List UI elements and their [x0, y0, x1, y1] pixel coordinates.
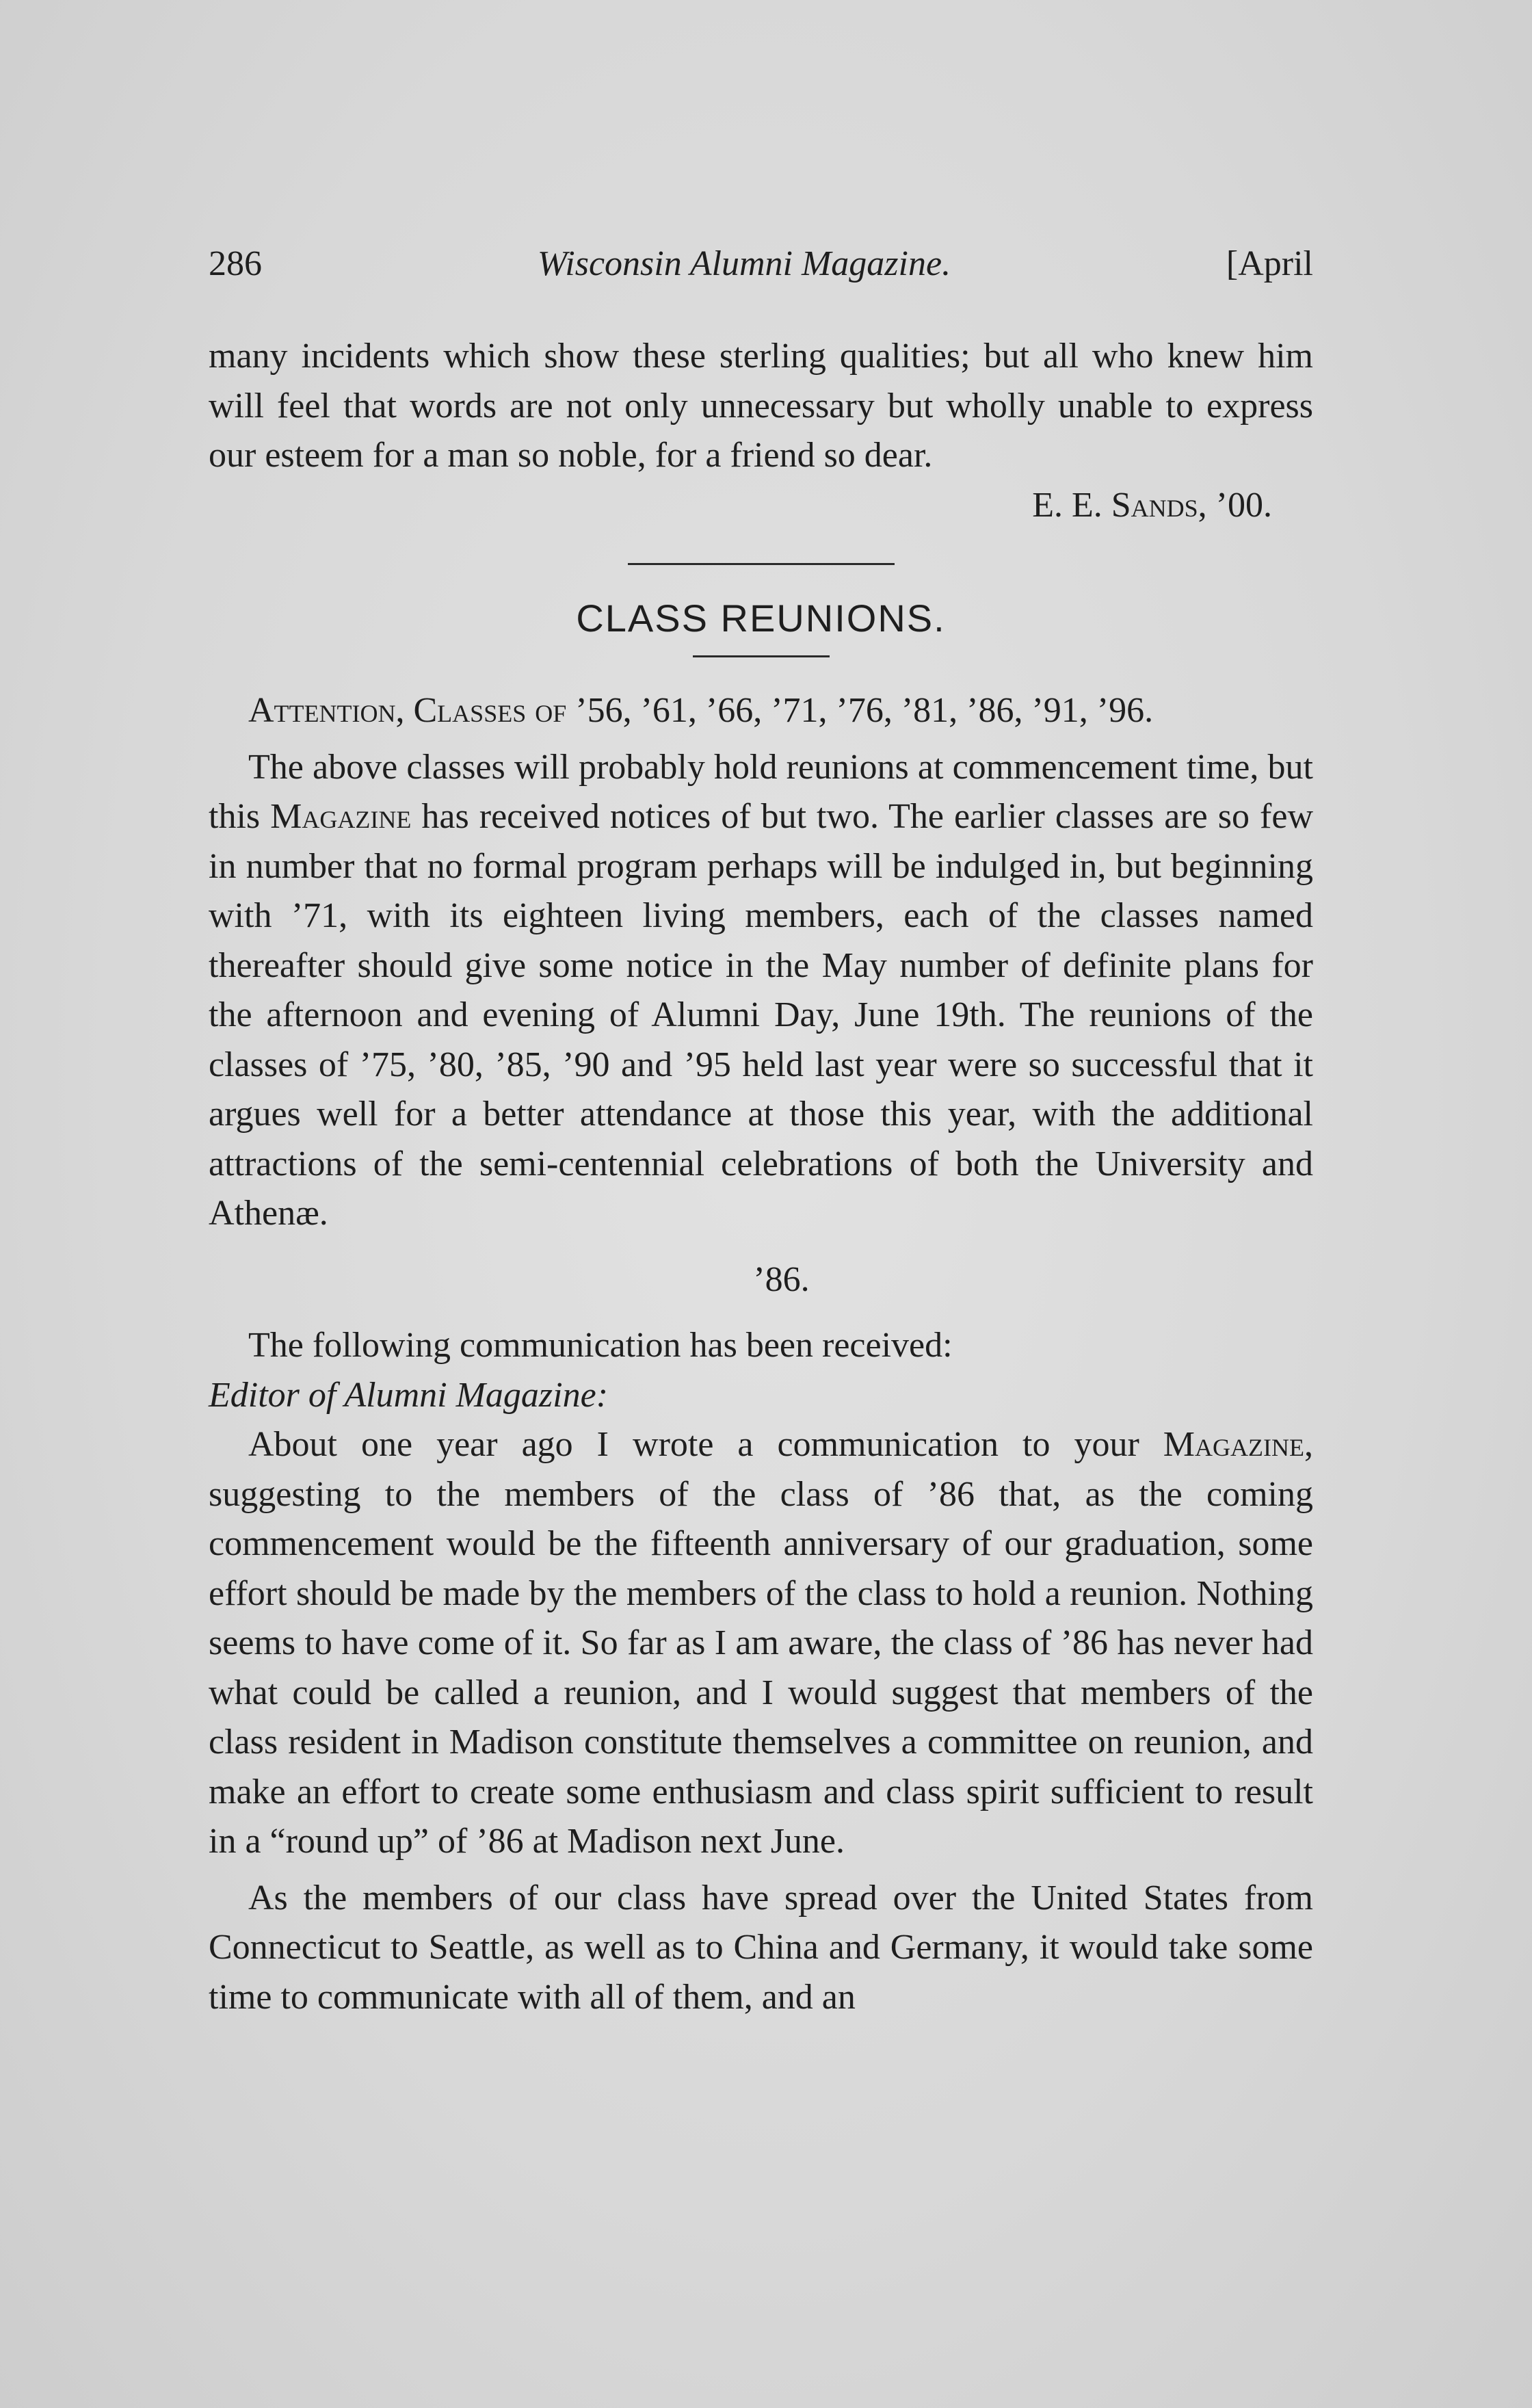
- magazine-title: Wisconsin Alumni Magazine.: [537, 244, 951, 283]
- letter-salutation: Editor of Alumni Magazine:: [209, 1375, 609, 1415]
- tribute-paragraph: many incidents which show these sterling qualities; but all who knew him will feel that words are not only unnecessary but wholly unable to express our esteem for a man so noble, for a friend so dear.: [209, 337, 1313, 475]
- letter-paragraph-1: [209, 1420, 1313, 1867]
- letter-text-b: suggesting to the members of the class of ’86 that, as the coming commencement would be the fifteenth anniversary of our graduation, some effort should be made by the members of the class to hold a reunion. Nothing seems to have come of it. So far as I am aware, the class of ’86 has never had what could be called a reunion, and I would suggest that members of the class resident in Madison constitute themselves a committee on reunion, and make an effort to create some enthusiasm and class spirit sufficient to result in a “round up” of ’86 at Madison next June.: [209, 1474, 1313, 1861]
- letter-text-a: About one year ago I wrote a communication to your: [248, 1425, 1163, 1464]
- issue-month: [April: [1226, 244, 1313, 283]
- letter-magazine-name: Magazine,: [1163, 1425, 1313, 1464]
- class-heading: ’86.: [753, 1259, 810, 1299]
- tribute-signature-line: [209, 481, 1313, 531]
- communication-intro: The following communication has been received:: [248, 1326, 953, 1365]
- attention-label: Attention, Classes of: [248, 691, 567, 730]
- attention-line: [209, 686, 1313, 736]
- text-column: [209, 239, 1313, 2022]
- section-divider-bottom: [693, 655, 830, 657]
- reunions-paragraph: [209, 743, 1313, 1239]
- reunions-text-a: The above classes will probably hold reunions at commencement time, but this: [209, 747, 1313, 836]
- reunions-text-b: has received notices of but two. The earlier classes are so few in number that no formal program perhaps will be indulged in, but beginning with ’71, with its eighteen living members, each of the classes named thereafter should give some notice in the May number of definite plans for the afternoon and evening of Alumni Day, June 19th. The reunions of the classes of ’75, ’80, ’85, ’90 and ’95 held last year were so successful that it argues well for a better attendance at those this year, with the additional attractions of the semi-centennial celebrations of both the University and Athenæ.: [209, 797, 1313, 1233]
- letter-paragraph-2: As the members of our class have spread over the United States from Connecticut to Seattle, as well as to China and Germany, it would take some time to communicate with all of them, and an: [209, 1878, 1313, 2017]
- tribute-signature: E. E. Sands, ’00.: [1032, 485, 1272, 525]
- page-number: 286: [209, 244, 262, 283]
- attention-years: ’56, ’61, ’66, ’71, ’76, ’81, ’86, ’91, ’96.: [575, 691, 1154, 730]
- section-heading: CLASS REUNIONS.: [576, 597, 946, 640]
- magazine-name: Magazine: [270, 797, 412, 836]
- section-divider-top: [628, 563, 895, 565]
- running-head: [209, 239, 1313, 294]
